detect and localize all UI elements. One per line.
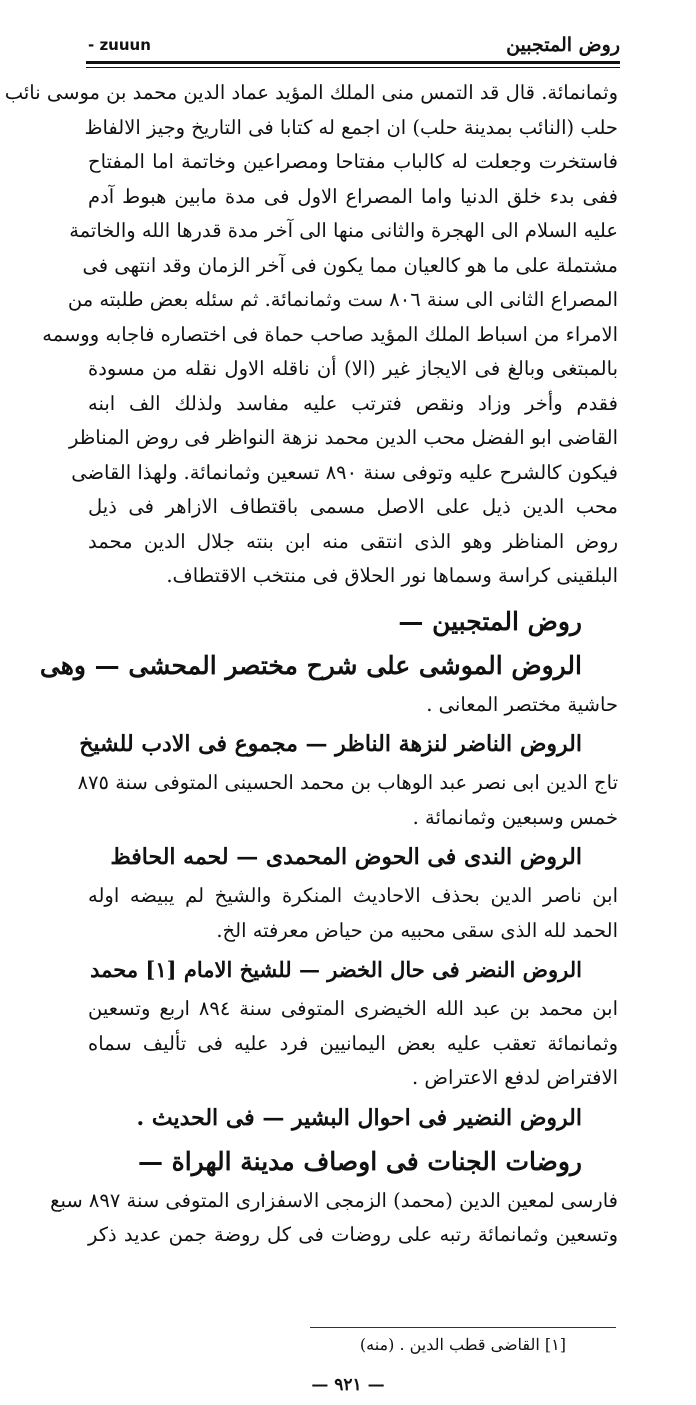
entry-title: روضات الجنات فى اوصاف مدينة الهراة — (137, 1146, 582, 1176)
entry-title: الروض النضر فى حال الخضر — للشيخ الامام [١] محمد (90, 957, 582, 982)
entry-line: وتسعين وثمانمائة رتبه على روضات فى كل روضة جمن عديد ذكر (88, 1223, 618, 1246)
text-line: بالمبتغى وبالغ فى الايجاز غير (الا) أن ناقله الاول نقله من مسودة (88, 357, 618, 380)
entry-line: الحمد لله الذى سقى محبيه من حياض معرفته الخ. (216, 918, 618, 942)
entry-line: ابن ناصر الدين بحذف الاحاديث المنكرة والشيخ لم يبيضه اوله (88, 884, 618, 907)
entry-line: وثمانمائة تعقب عليه بعض اليمانيين فرد عليه فى تأليف سماه (88, 1031, 618, 1055)
entry-title: روض المتجبين — (398, 606, 582, 636)
entry-title: الروض النضير فى احوال البشير — فى الحديث . (136, 1104, 582, 1131)
entry-line: تاج الدين ابى نصر عبد الوهاب بن محمد الحسينى المتوفى سنة ٨٧٥ (77, 771, 618, 794)
text-line: وثمانمائة. قال قد التمس منى الملك المؤيد عماد الدين محمد بن موسى نائب (4, 81, 618, 104)
footnote-rule (310, 1327, 616, 1328)
header-rule-thick (86, 61, 620, 64)
paragraph-1 (4, 76, 618, 594)
entry-line: الافتراض لدفع الاعتراض . (412, 1066, 618, 1089)
text-line: حلب (النائب بمدينة حلب) ان اجمع له كتابا فى التاريخ وجيز الالفاظ (84, 115, 618, 139)
text-line: فيكون كالشرح عليه وتوفى سنة ٨٩٠ تسعين وثمانمائة. ولهذا القاضى (71, 460, 618, 484)
text-line: عليه السلام الى الهجرة والثانى منها الى آخر مدة قدرها الله والخاتمة (69, 219, 618, 242)
main-text (4, 76, 618, 1253)
entry-line: ابن محمد بن عبد الله الخيضرى المتوفى سنة ٨٩٤ اربع وتسعين (88, 997, 618, 1020)
text-line: فقدم وأخر وزاد ونقص فترتب عليه مفاسد ولذلك الف ابنه (88, 391, 618, 415)
text-line: فاستخرت وجعلت له كالباب مفتاحا ومصراعين وخاتمة اما المفتاح (88, 150, 618, 173)
entry-line: فارسى لمعين الدين (محمد) الزمجى الاسفزارى المتوفى سنة ٨٩٧ سبع (50, 1188, 618, 1212)
entry-title: الروض الناضر لنزهة الناظر — مجموع فى الادب للشيخ (79, 731, 582, 757)
text-line: روض المناظر وهو الذى انتقى منه ابن بنته جلال الدين محمد (88, 529, 618, 553)
text-line: المصراع الثانى الى سنة ٨٠٦ ست وثمانمائة. ثم سئله بعض طلبته من (67, 288, 618, 311)
entry-title: الروض الموشى على شرح مختصر المحشى — وهى (39, 650, 582, 680)
entry-line: خمس وسبعين وثمانمائة . (412, 805, 618, 829)
entry-line: حاشية مختصر المعانى . (426, 692, 618, 716)
text-line: مشتملة على ما هو كالعيان مما يكون فى آخر الزمان وقد انتهى فى (82, 253, 618, 277)
running-header (88, 32, 620, 58)
header-rule-thin (86, 67, 620, 68)
header-left-text: - zuuun (88, 36, 151, 54)
text-line: محب الدين ذيل على الاصل مسمى باقتطاف الازاهر فى ذيل (88, 495, 618, 518)
header-title: روض المتجبين (506, 34, 620, 56)
entry-title: الروض الندى فى الحوض المحمدى — لحمه الحافظ (110, 844, 582, 870)
text-line: القاضى ابو الفضل محب الدين محمد نزهة النواظر فى روض المناظر (68, 426, 618, 449)
text-line: ففى بدء خلق الدنيا واما المصراع الاول فى مدة مابين هبوط آدم (88, 184, 618, 208)
page-number: — ٩٢١ — (311, 1375, 385, 1395)
text-line: الامراء من اسباط الملك المؤيد صاحب حماة فى اختصاره فاجابه ووسمه (42, 322, 618, 346)
text-line: البلقينى كراسة وسماها نور الحلاق فى منتخب الاقتطاف. (166, 564, 618, 587)
footnote: [١] القاضى قطب الدين . (منه) (359, 1335, 566, 1354)
